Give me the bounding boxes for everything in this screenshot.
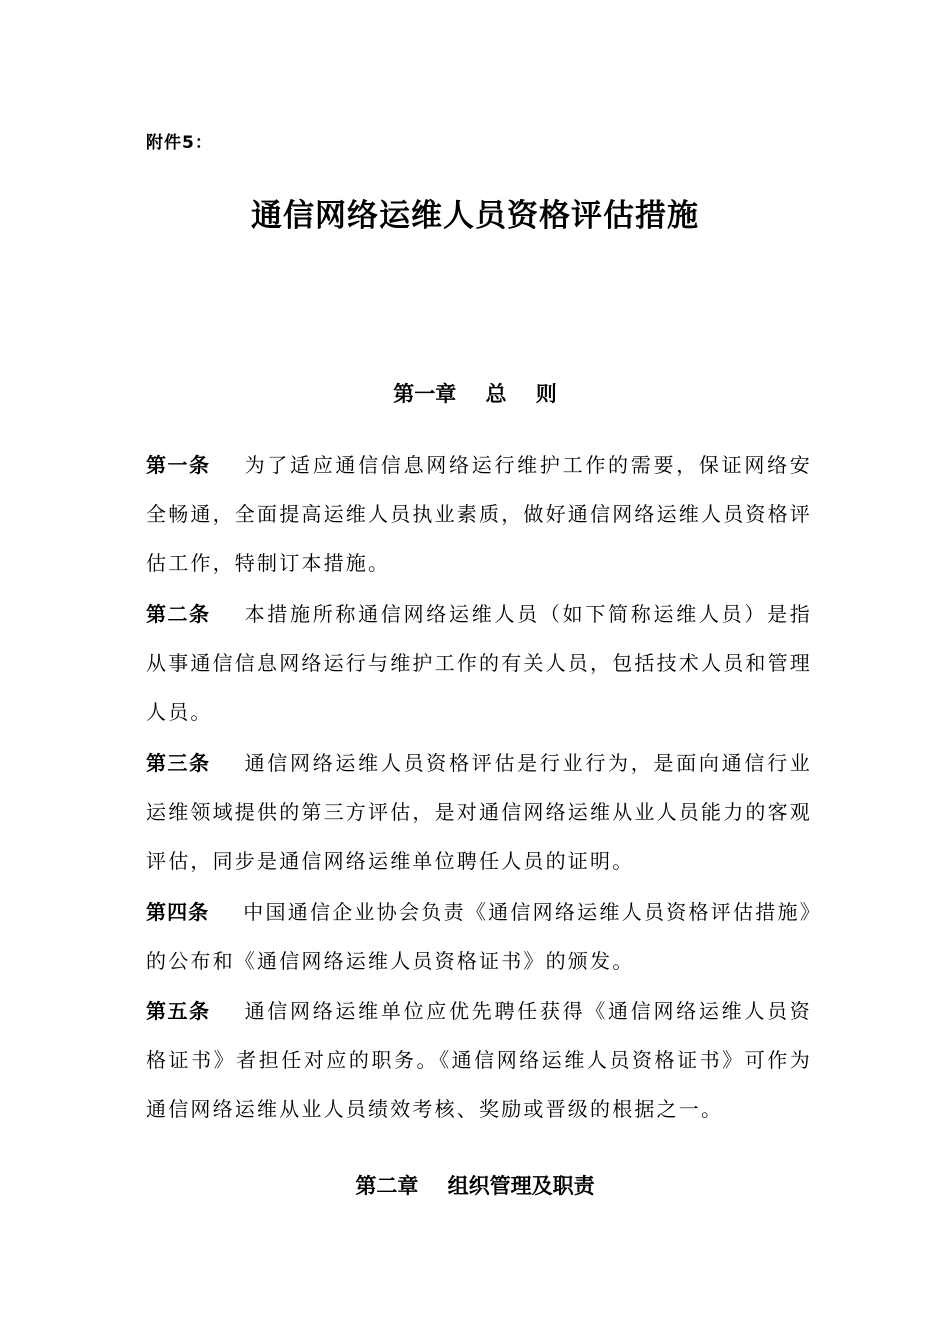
article-1	[146, 441, 812, 588]
article-5-label: 第五条	[146, 999, 211, 1023]
article-4	[146, 888, 812, 986]
article-5-text: 通信网络运维单位应优先聘任获得《通信网络运维人员资格证书》者担任对应的职务。《通信网络运维人员资格证书》可作为通信网络运维从业人员绩效考核、奖励或晋级的根据之一。	[146, 999, 813, 1121]
article-3-label: 第三条	[146, 751, 211, 775]
article-2-text: 本措施所称通信网络运维人员（如下简称运维人员）是指从事通信信息网络运行与维护工作的有关人员，包括技术人员和管理人员。	[146, 602, 813, 724]
attachment-label: 附件5：	[146, 133, 213, 153]
document-title: 通信网络运维人员资格评估措施	[251, 198, 699, 234]
article-4-label: 第四条	[146, 900, 210, 924]
chapter-1-heading: 第一章 总 则	[393, 382, 557, 406]
article-3	[146, 739, 812, 886]
article-1-label: 第一条	[146, 453, 211, 477]
article-5	[146, 987, 812, 1134]
article-1-text: 为了适应通信信息网络运行维护工作的需要，保证网络安全畅通，全面提高运维人员执业素质，做好通信网络运维人员资格评估工作，特制订本措施。	[146, 453, 813, 575]
article-2-label: 第二条	[146, 602, 211, 626]
article-2	[146, 590, 812, 737]
article-3-text: 通信网络运维人员资格评估是行业行为，是面向通信行业运维领域提供的第三方评估，是对通信网络运维从业人员能力的客观评估，同步是通信网络运维单位聘任人员的证明。	[146, 751, 813, 873]
article-4-text: 中国通信企业协会负责《通信网络运维人员资格评估措施》的公布和《通信网络运维人员资格证书》的颁发。	[146, 900, 813, 973]
chapter-2-heading: 第二章 组织管理及职责	[355, 1174, 595, 1198]
